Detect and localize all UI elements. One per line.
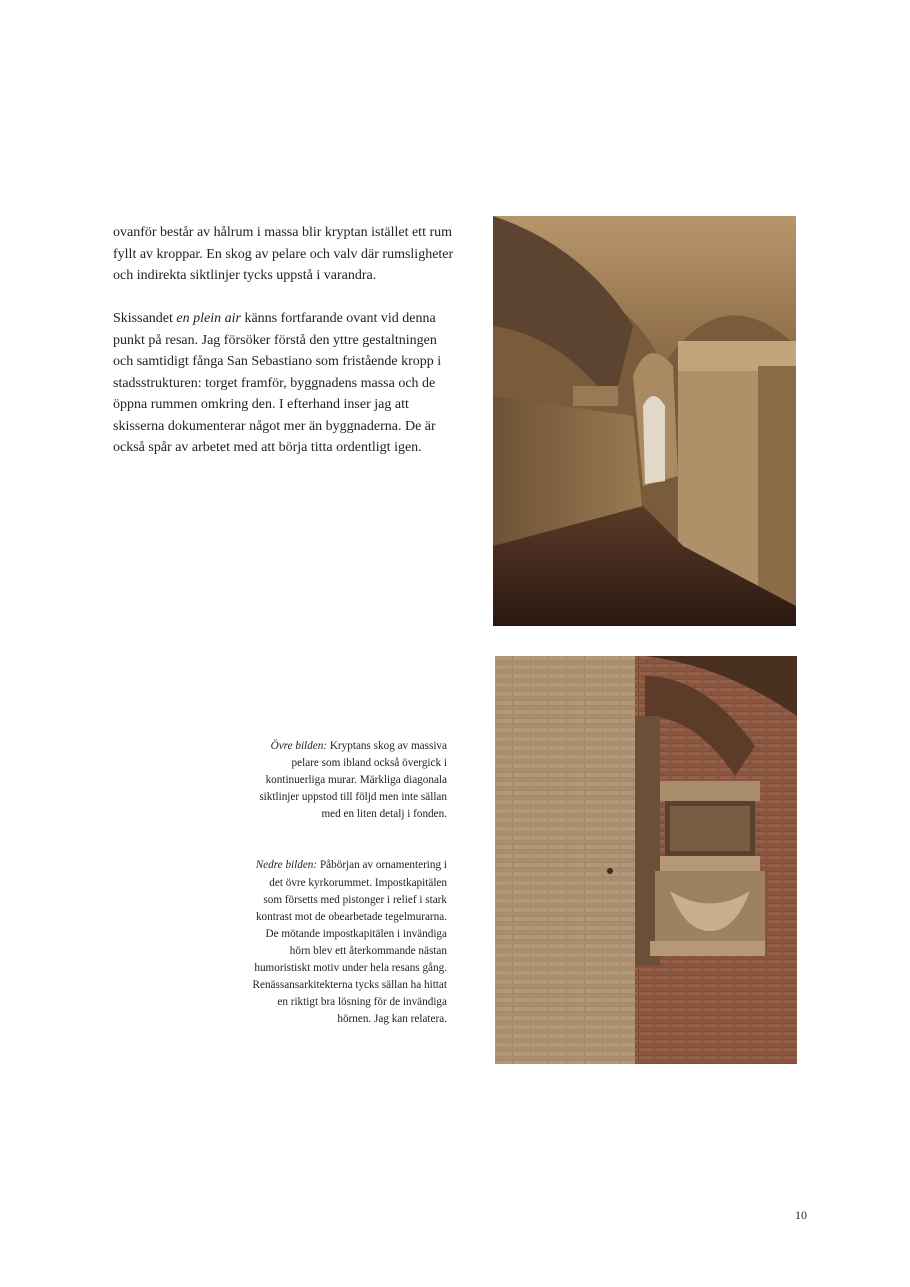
crypt-photo [493, 216, 796, 626]
brick-wall-photo [495, 656, 797, 1064]
caption-upper [250, 738, 447, 823]
caption-lower-text: Påbörjan av ornamentering i det övre kyrkorummet. Impostkapitälen som försetts med pistonger i relief i stark kontrast mot de obearbetade tegelmurarna. De mötande impostkapitälen i invändiga hörn blev ett återkommande nästan humoristiskt motiv under hela resans gång. Renässansarkitekterna tycks sällan ha hittat en riktigt bra lösning för de invändiga hörnen. Jag kan relatera. [252, 859, 447, 1026]
body-text [113, 222, 458, 480]
page-number: 10 [795, 1208, 807, 1222]
paragraph-2: Skissandet en plein air känns fortfarande ovant vid denna punkt på resan. Jag försöker förstå den yttre gestaltningen och samtidigt fånga San Sebastiano som fristående kropp i stadsstrukturen: torget framför, byggnadens massa och de öppna rummen omkring den. I efterhand inser jag att skisserna dokumenterar något mer än byggnaderna. De är också spår av arbetet med att börja titta ordentligt igen. [113, 311, 442, 455]
paragraph-1: ovanför består av hålrum i massa blir kryptan istället ett rum fyllt av kroppar. En skog av pelare och valv där rumsligheter och indirekta siktlinjer tycks uppstå i varandra. [113, 225, 454, 283]
caption-lower-label: Nedre bilden: [255, 859, 318, 872]
caption-upper-label: Övre bilden: [270, 740, 328, 752]
caption-lower [250, 857, 447, 1028]
italic-phrase: en plein air [176, 311, 241, 326]
caption-upper-text: Kryptans skog av massiva pelare som ibland också övergick i kontinuerliga murar. Märkliga diagonala siktlinjer uppstod till följd men inte sällan med en liten detalj i fonden. [259, 740, 447, 821]
photo-captions [250, 738, 447, 1062]
